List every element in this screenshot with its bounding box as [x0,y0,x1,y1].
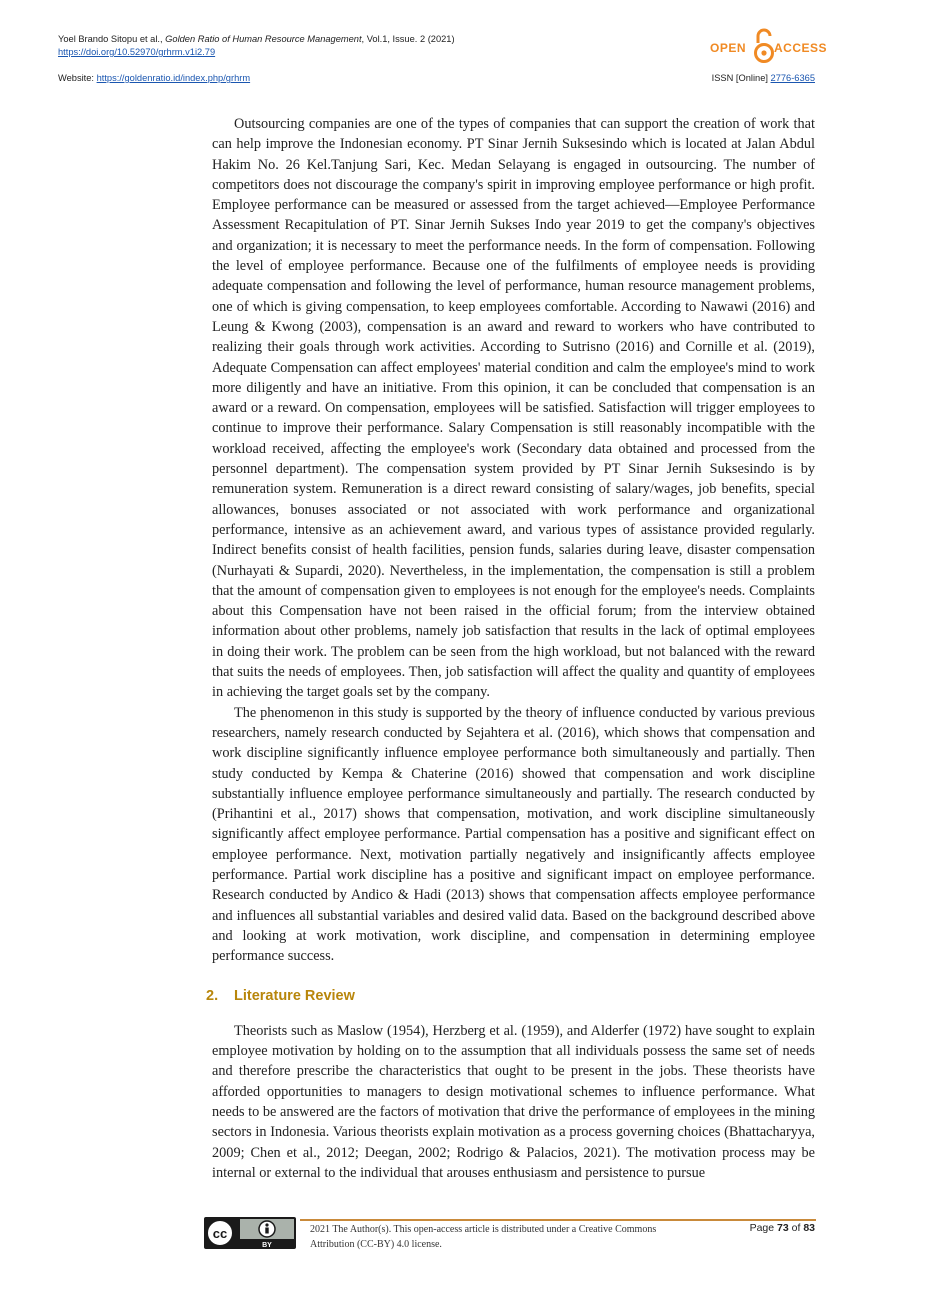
citation-line [58,33,455,46]
website-link[interactable]: https://goldenratio.id/index.php/grhrm [96,73,251,83]
page-number [750,1222,815,1234]
section-number: 2. [206,988,219,1005]
section-title: Literature Review [234,988,355,1005]
website-label: Website: [58,73,97,83]
logo-access-text: ACCESS [774,41,828,55]
issn-info [712,73,815,83]
logo-open-text: OPEN [710,41,747,55]
page-total: 83 [803,1222,815,1234]
open-lock-icon [754,27,774,67]
issn-label: ISSN [Online] [711,73,771,83]
citation-journal: Golden Ratio of Human Resource Management [165,34,362,44]
page-current: 73 [777,1222,789,1234]
cc-text: cc [212,1226,228,1241]
cc-by-license-icon [204,1217,296,1249]
doi-link[interactable]: https://doi.org/10.52970/grhrm.v1i2.79 [58,47,216,57]
license-line-1: 2021 The Author(s). This open-access article is distributed under a Creative Commons [310,1224,657,1235]
header-website [58,73,250,83]
body-paragraph-1: Outsourcing companies are one of the types of companies that can support the creation of work that can help improve the Indonesian economy. PT Sinar Jernih Suksesindo which is located at Jalan Abdul Hakim No. 26 Kel.Tanjung Sari, Kec. Medan Selayang is engaged in outsourcing. The number of competitors does not discourage the company's spirit in improving employee performance or high profit. Employee performance can be measured or assessed from the target achieved—Employee Performance Assessment Recapitulation of PT. Sinar Jernih Sukses Indo year 2019 to get the company's objectives and organization; it is necessary to meet the performance needs. In the form of compensation. Following the level of employee performance. Because one of the fulfilments of employee needs is providing adequate compensation and following the level of performance, human resource management problems, one of which is giving compensation, to keep employees comfortable. According to Nawawi (2016) and Leung & Kwong (2003), compensation is an award and reward to workers who have contributed to realizing their goals through work activities. According to Sutrisno (2016) and Cornille et al. (2019), Adequate Compensation can affect employees' material condition and calm the employee's mind to work more diligently and have an initiative. From this opinion, it can be concluded that compensation is an award or a reward. On compensation, employees will be satisfied. Satisfaction will trigger employees to continue to improve their performance. Salary Compensation is still reasonably incompatible with the workload received, affecting the employee's work (Secondary data obtained and processed from the personnel department). The compensation system provided by PT Sinar Jernih Suksesindo is by remuneration system. Remuneration is a direct reward consisting of salary/wages, job benefits, special allowances, bonuses associated or not associated with work performance and organizational performance, intensive as an achievement award, and various types of assistance provided regularly. Indirect benefits consist of health facilities, pension funds, salaries during leave, disaster compensation (Nurhayati & Supardi, 2020). Nevertheless, in the implementation, the compensation is still a problem that the amount of compensation given to employees is not enough for the employee's needs. Complaints about this Compensation have not been raised in the official forum; from the interview obtained information about other problems, namely job satisfaction that results in the lack of optimal employees in doing their work. The problem can be seen from the high workload, but not balanced with the reward that suits the needs of employees. Then, job satisfaction will affect the quality and quantity of employees in achieving the target goals set by the company. [212,116,815,701]
citation-volume: , Vol.1, Issue. 2 (2021) [361,34,455,44]
license-text [310,1222,656,1252]
issn-link[interactable]: 2776-6365 [770,73,815,83]
page-of: of [788,1222,804,1234]
article-body [206,114,815,1183]
body-paragraph-3: Theorists such as Maslow (1954), Herzberg et al. (1959), and Alderfer (1972) have sought to explain employee motivation by holding on to the assumption that all individuals possess the same set of needs and therefore prescribe the characteristics that ought to be present in the jobs. These theorists have afforded opportunities to managers to design motivational schemes to influence performance. What needs to be answered are the factors of motivation that drive the performance of employees in the mining sectors in Indonesia. Various theorists explain motivation as a process governing choices (Bhattacharyya, 2009; Chen et al., 2012; Deegan, 2002; Rodrigo & Palacios, 2021). The motivation process may be internal or external to the individual that arouses enthusiasm and persistence to pursue [212,1022,815,1181]
page-word: Page [749,1222,778,1234]
cc-by-badge[interactable] [204,1217,296,1249]
section-heading [206,986,815,1006]
body-paragraph-2: The phenomenon in this study is supported by the theory of influence conducted by various previous researchers, namely research conducted by Sejahtera et al. (2016), which shows that compensation and work discipline significantly influence employee performance both simultaneously and partially. Then study conducted by Kempa & Chaterine (2016) showed that compensation and work discipline substantially influence employee performance simultaneously and partially. The research conducted by (Prihantini et al., 2017) shows that compensation, motivation, and work discipline simultaneously significantly affect employee performance. Partial compensation has a positive and significant effect on employee performance. Next, motivation partially negatively and insignificantly affects employee performance. Partial work discipline has a positive and significant impact on employee performance. Research conducted by Andico & Hadi (2013) shows that compensation affects employee performance and influences all substantial variables and desired valid data. Based on the background described above and looking at work motivation, work discipline, and compensation in determining employee performance success. [212,704,815,965]
by-text: BY [262,1242,272,1249]
citation-authors: Yoel Brando Sitopu et al., [58,34,166,44]
header-citation [58,33,455,59]
license-line-2: Attribution (CC-BY) 4.0 license. [310,1239,442,1250]
open-access-logo [710,27,828,67]
footer-divider [300,1219,816,1221]
